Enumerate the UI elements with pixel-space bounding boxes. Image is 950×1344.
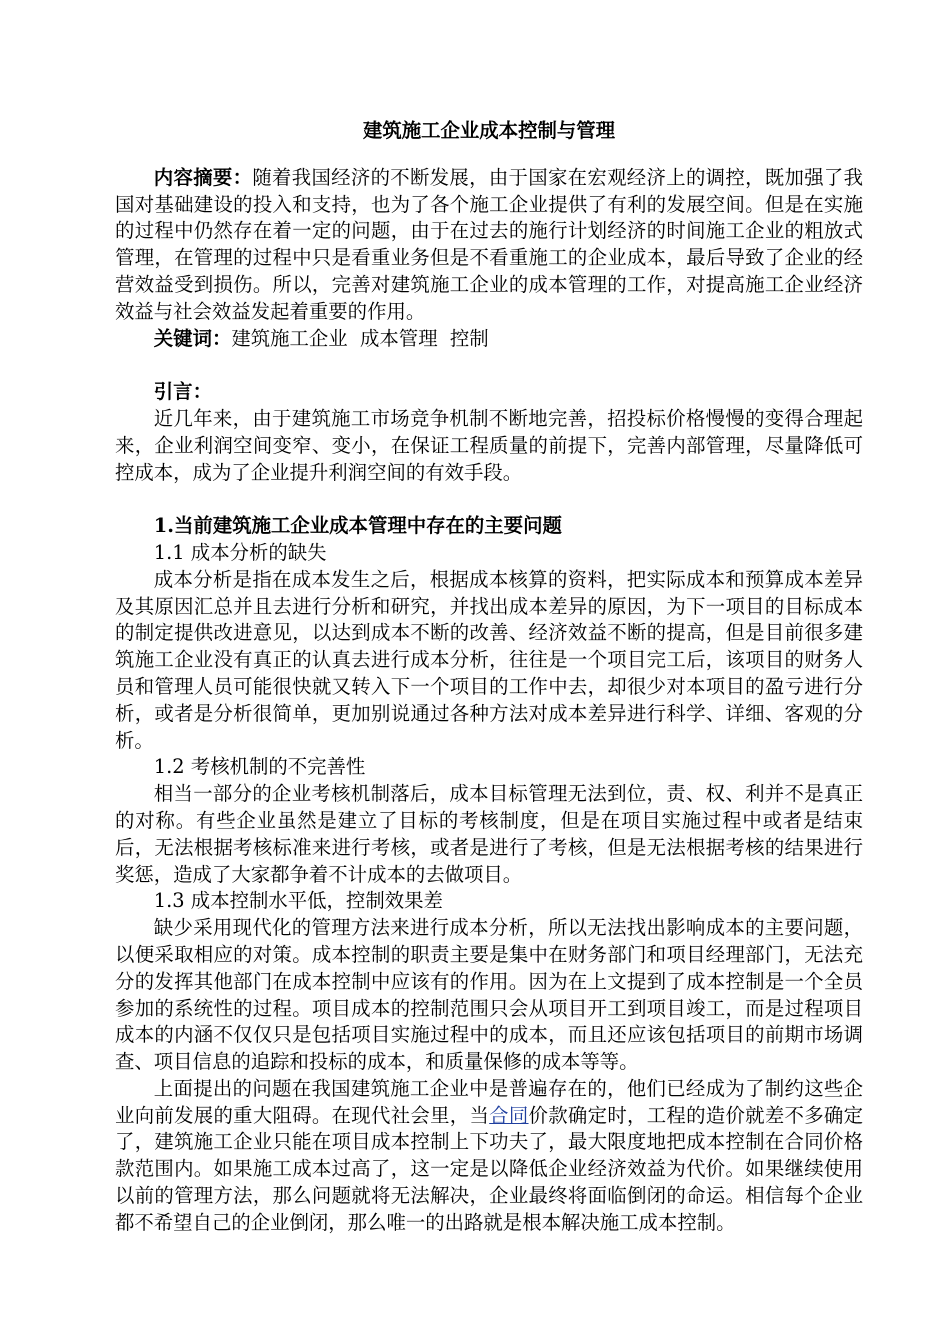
subsection-1-1-paragraph: 成本分析是指在成本发生之后，根据成本核算的资料，把实际成本和预算成本差异及其原因汇总并且去进行分析和研究，并找出成本差异的原因，为下一项目的目标成本的制定提供改进意见，以达到成本不断的改善、经济效益不断的提高，但是目前很多建筑施工企业没有真正的认真去进行成本分析，往往是一个项目完工后，该项目的财务人员和管理人员可能很快就又转入下一个项目的工作中去，却很少对本项目的盈亏进行分析，或者是分析很简单，更加别说通过各种方法对成本差异进行科学、详细、客观的分析。 (115, 567, 863, 752)
intro-paragraph: 近几年来，由于建筑施工市场竞争机制不断地完善，招投标价格慢慢的变得合理起来，企业利润空间变窄、变小，在保证工程质量的前提下，完善内部管理，尽量降低可控成本，成为了企业提升利润空间的有效手段。 (115, 406, 863, 484)
contract-link[interactable]: 合同 (489, 1103, 529, 1127)
section1-heading-number: 1. (153, 514, 175, 538)
abstract-paragraph (115, 165, 863, 326)
abstract-text: 随着我国经济的不断发展，由于国家在宏观经济上的调控，既加强了我国对基础建设的投入和支持，也为了各个施工企业提供了有利的发展空间。但是在实施的过程中仍然存在着一定的问题，由于在过去的施行计划经济的时间施工企业的粗放式管理，在管理的过程中只是看重业务但是不看重施工的企业成本，最后导致了企业的经营效益受到损伤。所以，完善对建筑施工企业的成本管理的工作，对提高施工企业经济效益与社会效益发起着重要的作用。 (115, 165, 864, 323)
section1-heading (115, 513, 863, 540)
document-title: 建筑施工企业成本控制与管理 (362, 119, 616, 142)
keywords-label: 关键词： (153, 326, 232, 350)
spacer (115, 352, 863, 379)
subsection-1-3-heading (115, 888, 863, 915)
intro-label: 引言： (153, 380, 212, 404)
subsection-1-1-number: 1.1 (153, 540, 185, 564)
subsection-1-1-title: 成本分析的缺失 (184, 540, 327, 564)
subsection-1-3-title: 成本控制水平低，控制效果差 (184, 889, 443, 913)
abstract-label: 内容摘要： (153, 165, 253, 189)
spacer (115, 486, 863, 513)
subsection-1-2-paragraph: 相当一部分的企业考核机制落后，成本目标管理无法到位，责、权、利并不是真正的对称。有些企业虽然是建立了目标的考核制度，但是在项目实施过程中或者是结束后，无法根据考核标准来进行考核，或者是进行了考核，但是无法根据考核的结果进行奖惩，造成了大家都争着不计成本的去做项目。 (115, 782, 863, 886)
section1-heading-text: 当前建筑施工企业成本管理中存在的主要问题 (174, 514, 562, 538)
subsection-1-2-heading (115, 754, 863, 781)
subsection-1-3-paragraph: 缺少采用现代化的管理方法来进行成本分析，所以无法找出影响成本的主要问题，以便采取相应的对策。成本控制的职责主要是集中在财务部门和项目经理部门，无法充分的发挥其他部门在成本控制中应该有的作用。因为在上文提到了成本控制是一个全员参加的系统性的过程。项目成本的控制范围只会从项目开工到项目竣工，而是过程项目成本的内涵不仅仅只是包括项目实施过程中的成本，而且还应该包括项目的前期市场调查、项目信息的追踪和投标的成本，和质量保修的成本等等。 (115, 916, 863, 1074)
subsection-1-2-title: 考核机制的不完善性 (184, 755, 366, 779)
intro-label-paragraph (115, 379, 863, 406)
keywords-text: 建筑施工企业 成本管理 控制 (231, 326, 489, 350)
subsection-1-2-number: 1.2 (153, 755, 185, 779)
document-body (115, 118, 863, 1237)
keywords-paragraph (115, 326, 863, 353)
closing-text-after: 价款确定时，工程的造价就差不多确定了，建筑施工企业只能在项目成本控制上下功夫了，最大限度地把成本控制在合同价格款范围内。如果施工成本过高了，这一定是以降低企业经济效益为代价。如果继续使用以前的管理方法，那么问题就将无法解决，企业最终将面临倒闭的命运。相信每个企业都不希望自己的企业倒闭，那么唯一的出路就是根本解决施工成本控制。 (115, 1103, 864, 1234)
closing-text-before: 上面提出的问题在我国建筑施工企业中是普遍存在的，他们已经成为了制约这些企业向前发展的重大阻碍。在现代社会里，当 (115, 1076, 863, 1127)
subsection-1-3-number: 1.3 (153, 889, 185, 913)
closing-paragraph (115, 1076, 863, 1237)
subsection-1-1-heading (115, 540, 863, 567)
